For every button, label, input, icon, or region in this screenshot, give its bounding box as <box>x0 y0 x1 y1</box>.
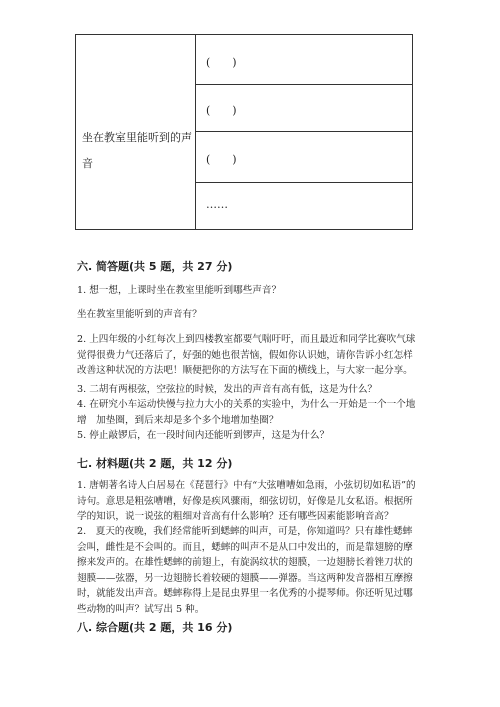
question-text: 2. 夏天的夜晚，我们经常能听到蟋蟀的叫声，可是，你知道吗？只有雄性蟋蟀会叫，雌性是不会叫的。而且，蟋蟀的叫声不是从口中发出的，而是靠翅膀的摩擦来发声的。在雄性蟋蟀的前翅上，有旋涡纹状的翅膜，一边翅膀长着锉刀状的翅膜——弦器，另一边翅膀长着较硬的翅膜——弹器。当这两种发音器相互摩擦时，就能发出声音。蟋蟀称得上是昆虫界里一名优秀的小提琴师。你还听见过哪些动物的叫声？试写出 5 种。 <box>77 526 413 615</box>
table-row <box>196 35 412 85</box>
section-title: 七. 材料题(共 2 题，共 12 分) <box>77 457 233 470</box>
table-row <box>196 132 412 183</box>
table-left-cell <box>76 35 196 229</box>
question-text: 1. 想一想，上课时坐在教室里能听到哪些声音？ <box>77 285 282 296</box>
question-text: 坐在教室里能听到的声音有？ <box>77 309 202 320</box>
sound-table <box>75 34 413 230</box>
question-text: 5. 停止敲锣后，在一段时间内还能听到锣声，这是为什么？ <box>77 430 330 441</box>
answer-blank[interactable]: ( ) <box>206 104 237 117</box>
question-text: 4. 在研究小车运动快慢与拉力大小的关系的实验中，为什么一开始是一个一个地增 加垫圈，到后来却是多个多个地增加垫圈？ <box>77 399 416 426</box>
table-left-label: 坐在教室里能听到的声音 <box>82 131 192 170</box>
answer-blank[interactable]: ( ) <box>206 153 237 166</box>
section-title: 八. 综合题(共 2 题，共 16 分) <box>77 621 233 634</box>
table-row <box>196 183 412 229</box>
section-title: 六. 简答题(共 5 题，共 27 分) <box>77 260 233 273</box>
answer-blank[interactable]: ( ) <box>206 56 237 69</box>
question-text: 3. 二胡有两根弦，空弦拉的时候，发出的声音有高有低，这是为什么？ <box>77 384 378 395</box>
table-row <box>196 85 412 132</box>
answer-blank[interactable]: …… <box>206 198 228 211</box>
question-text: 2. 上四年级的小红每次上到四楼教室都要气喘吁吁，而且最近和同学比赛吹气球觉得很费力气还落后了，好强的她也很苦恼，假如你认识她，请你告诉小红怎样改善这种状况的方法吧！顺便把你的方法写在下面的横线上，与大家一起分享。 <box>77 334 416 376</box>
question-text: 1. 唐朝著名诗人白居易在《琵琶行》中有“大弦嘈嘈如急雨，小弦切切如私语”的诗句。意思是粗弦嘈嘈，好像是疾风骤雨，细弦切切，好像是儿女私语。根据所学的知识，说一说弦的粗细对音高有什么影响？还有哪些因素能影响音高？ <box>77 480 416 522</box>
